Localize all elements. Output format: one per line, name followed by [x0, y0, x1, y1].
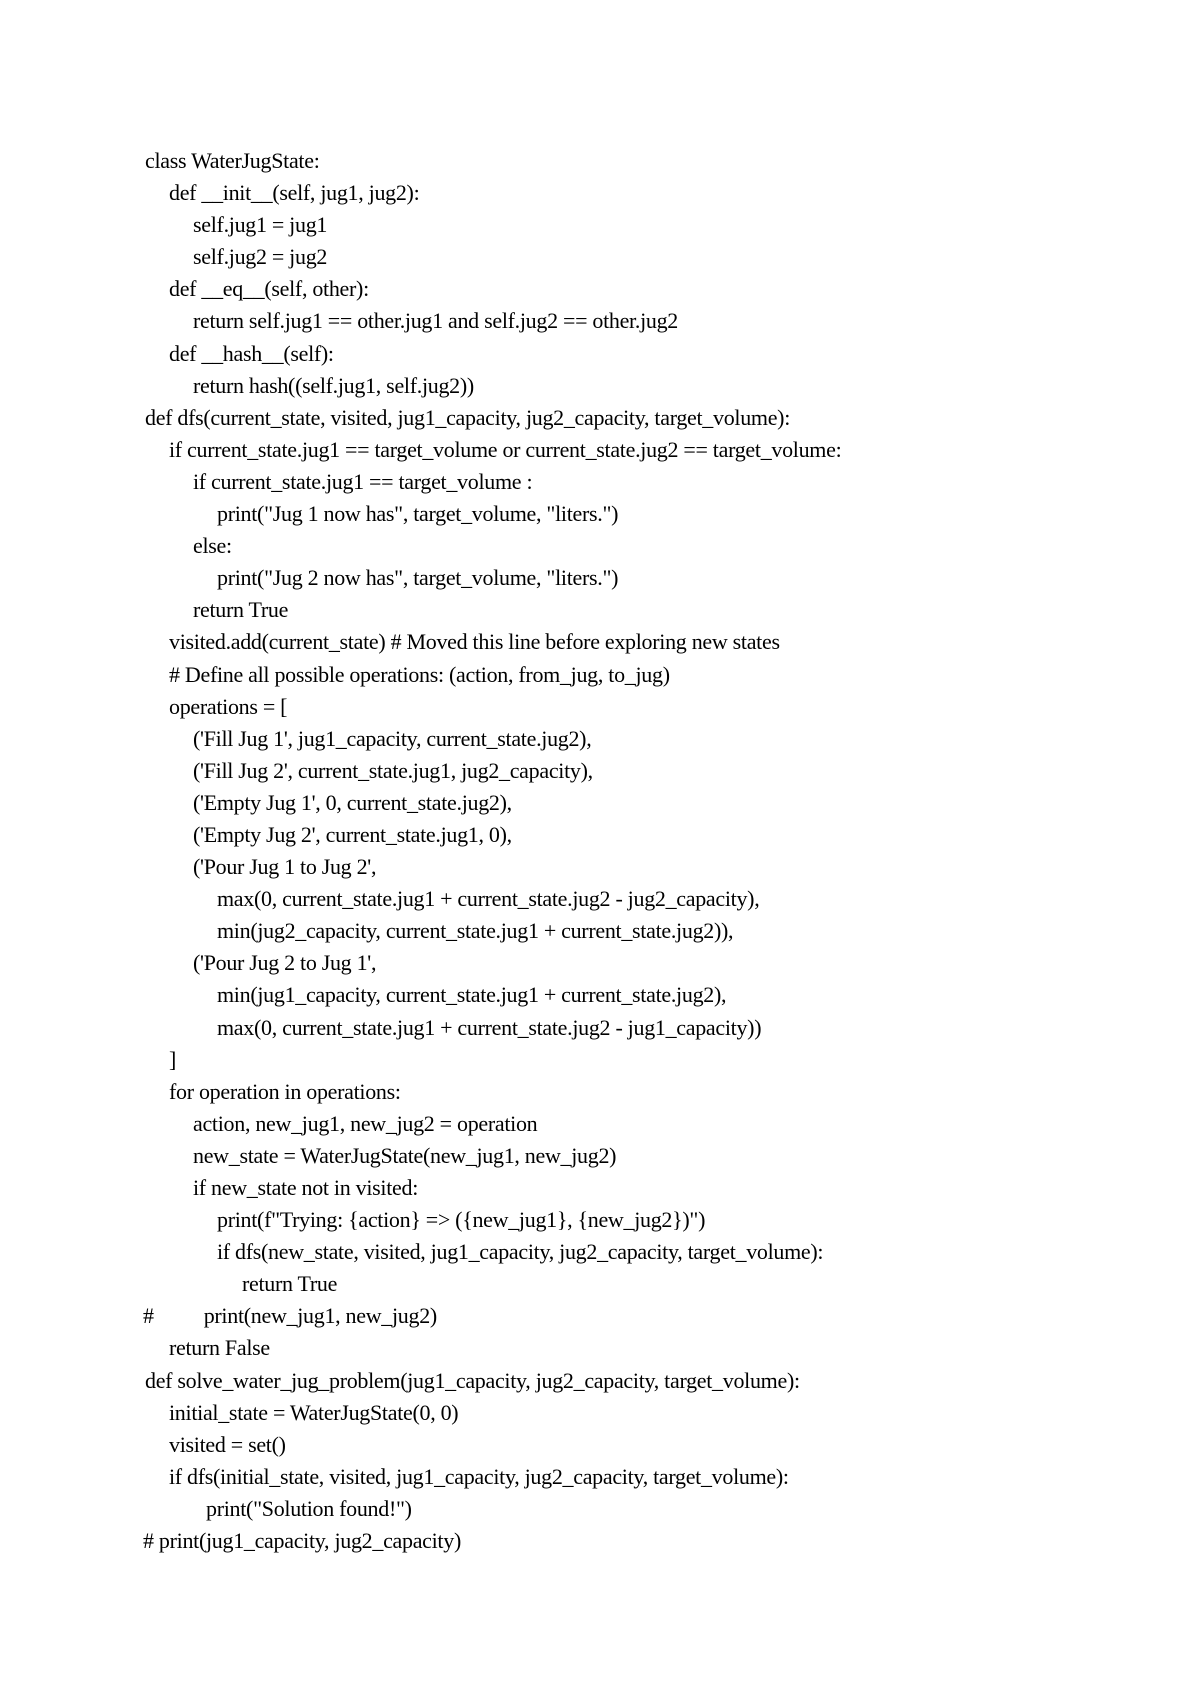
code-text: print(jug1_capacity, jug2_capacity) [158, 1528, 461, 1554]
code-text: def dfs(current_state, visited, jug1_capacity, jug2_capacity, target_volume): [145, 404, 791, 430]
code-line [217, 883, 1145, 915]
code-text: ('Fill Jug 1', jug1_capacity, current_state.jug2), [193, 725, 592, 751]
code-line [193, 947, 1145, 979]
code-text: return False [169, 1335, 270, 1361]
code-line [193, 466, 1145, 498]
code-text: return hash((self.jug1, self.jug2)) [193, 372, 474, 398]
code-text: self.jug1 = jug1 [193, 212, 328, 238]
code-line [169, 1429, 1145, 1461]
code-text: def __init__(self, jug1, jug2): [169, 180, 420, 206]
code-line [193, 209, 1145, 241]
code-line [145, 402, 1145, 434]
code-line [217, 1204, 1145, 1236]
code-text: visited.add(current_state) # Moved this line before exploring new states [169, 629, 780, 655]
code-text: def __hash__(self): [169, 340, 334, 366]
code-text: if current_state.jug1 == target_volume : [193, 468, 533, 494]
code-line [217, 1236, 1145, 1268]
code-text: ('Fill Jug 2', current_state.jug1, jug2_capacity), [193, 757, 593, 783]
code-line [169, 1076, 1145, 1108]
code-line [193, 1108, 1145, 1140]
code-line [206, 1493, 1145, 1525]
code-line [169, 1397, 1145, 1429]
code-line [169, 273, 1145, 305]
code-line [169, 659, 1145, 691]
code-text: else: [193, 533, 232, 559]
code-line [193, 755, 1145, 787]
code-line [217, 562, 1145, 594]
code-text: return self.jug1 == other.jug1 and self.jug2 == other.jug2 [193, 308, 678, 334]
code-text: if current_state.jug1 == target_volume or current_state.jug2 == target_volume: [169, 436, 842, 462]
code-line [242, 1268, 1145, 1300]
code-text: if dfs(new_state, visited, jug1_capacity, jug2_capacity, target_volume): [217, 1239, 824, 1265]
code-text: if new_state not in visited: [193, 1175, 419, 1200]
code-line [193, 819, 1145, 851]
code-text: class WaterJugState: [145, 148, 320, 173]
comment-marker: # [143, 1303, 154, 1329]
code-text: return True [193, 597, 289, 623]
code-text: ('Empty Jug 2', current_state.jug1, 0), [193, 821, 512, 847]
code-line [169, 626, 1145, 658]
code-line [193, 370, 1145, 402]
code-line [145, 145, 1145, 177]
code-text: # Define all possible operations: (action, from_jug, to_jug) [169, 661, 670, 687]
code-text: if dfs(initial_state, visited, jug1_capacity, jug2_capacity, target_volume): [169, 1463, 789, 1489]
code-text: def solve_water_jug_problem(jug1_capacity, jug2_capacity, target_volume): [145, 1367, 800, 1393]
code-line [169, 691, 1145, 723]
code-text: new_state = WaterJugState(new_jug1, new_jug2) [193, 1142, 617, 1168]
code-text: self.jug2 = jug2 [193, 244, 328, 270]
code-text: min(jug1_capacity, current_state.jug1 + current_state.jug2), [217, 982, 727, 1008]
code-line [143, 1300, 1145, 1332]
code-text: return True [242, 1271, 338, 1297]
code-text: print("Jug 1 now has", target_volume, "liters.") [217, 501, 619, 527]
code-line [169, 177, 1145, 209]
code-text: ('Pour Jug 1 to Jug 2', [193, 854, 377, 880]
code-line [193, 1172, 1145, 1204]
code-line [217, 915, 1145, 947]
code-line [217, 498, 1145, 530]
code-text: print(f"Trying: {action} => ({new_jug1}, {new_jug2})") [217, 1207, 706, 1233]
code-line [169, 434, 1145, 466]
comment-marker: # [143, 1528, 154, 1554]
code-text: print("Jug 2 now has", target_volume, "liters.") [217, 565, 619, 591]
code-text: ('Empty Jug 1', 0, current_state.jug2), [193, 789, 512, 815]
code-line [193, 1140, 1145, 1172]
code-line [169, 1332, 1145, 1364]
code-line [145, 1365, 1145, 1397]
code-line [193, 787, 1145, 819]
code-text: operations = [ [169, 693, 288, 719]
code-text: print("Solution found!") [206, 1495, 412, 1521]
code-text: min(jug2_capacity, current_state.jug1 + current_state.jug2)), [217, 918, 734, 944]
code-line [169, 338, 1145, 370]
code-text: action, new_jug1, new_jug2 = operation [193, 1110, 538, 1136]
code-line [169, 1044, 1145, 1076]
code-line [193, 851, 1145, 883]
code-text: max(0, current_state.jug1 + current_state.jug2 - jug2_capacity), [217, 886, 760, 912]
code-line [193, 723, 1145, 755]
code-text: visited = set() [169, 1431, 286, 1457]
code-line [193, 241, 1145, 273]
code-line [193, 594, 1145, 626]
code-text: def __eq__(self, other): [169, 276, 369, 302]
code-text: initial_state = WaterJugState(0, 0) [169, 1399, 459, 1425]
code-line [169, 1461, 1145, 1493]
code-text: for operation in operations: [169, 1078, 401, 1104]
code-line [193, 305, 1145, 337]
code-text: max(0, current_state.jug1 + current_state.jug2 - jug1_capacity)) [217, 1014, 762, 1040]
code-block [145, 145, 1145, 1557]
code-line [143, 1525, 1145, 1557]
code-line [217, 1012, 1145, 1044]
code-text: print(new_jug1, new_jug2) [203, 1303, 437, 1329]
code-line [193, 530, 1145, 562]
code-line [217, 979, 1145, 1011]
code-text: ('Pour Jug 2 to Jug 1', [193, 950, 377, 976]
code-text: ] [169, 1046, 177, 1072]
